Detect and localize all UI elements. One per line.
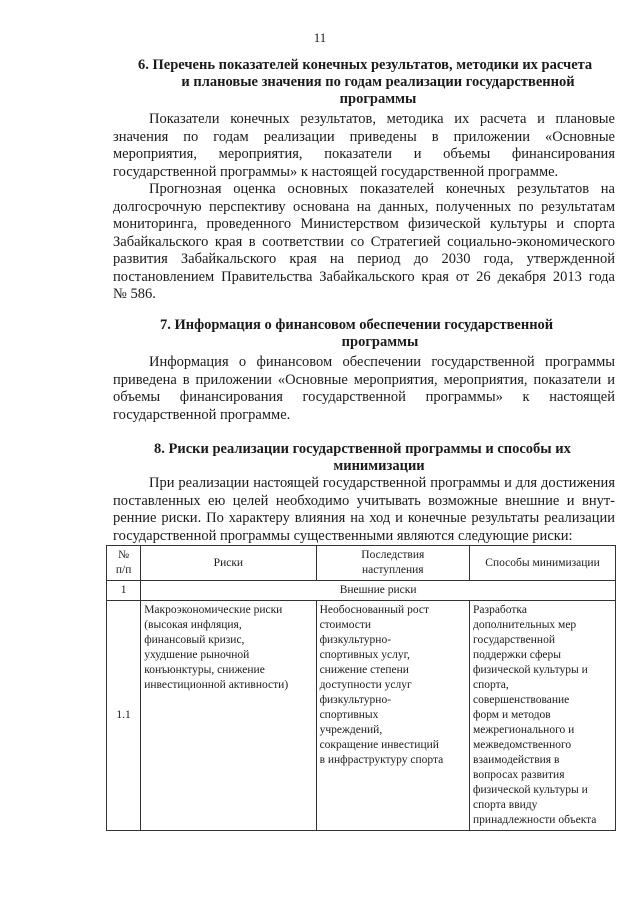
text-line: развития Забайкальского края на период до 2030 года, утвержденной	[113, 251, 615, 267]
section-8-paragraph-1	[113, 475, 615, 545]
text-line: поставленных ею целей необходимо учитывать возможные внешние и внут-	[113, 492, 615, 509]
text-line: приведена в приложении «Основные мероприятия, мероприятия, показатели и	[113, 371, 615, 388]
heading-line: программы	[339, 91, 417, 107]
text-line: государственной программы» к настоящей государственной программе.	[113, 163, 559, 180]
section-6-paragraph-1	[113, 111, 615, 181]
heading-line: программы	[341, 334, 419, 350]
text-line: мероприятия, мероприятия, показатели и объемы финансирования	[113, 146, 615, 162]
section-7-paragraph-1	[113, 354, 615, 424]
heading-line: 7. Информация о финансовом обеспечении государственной	[160, 317, 554, 333]
text-line: объемы финансирования государственной программы» к настоящей	[113, 389, 615, 405]
heading-line: 8. Риски реализации государственной программы и способы их	[154, 441, 571, 457]
text-line: государственной программы существенными являются следующие риски:	[113, 527, 573, 544]
header-risks: Риски	[141, 546, 316, 581]
heading-line: 6. Перечень показателей конечных результатов, методики их расчета	[138, 57, 593, 73]
row-consequences: Необоснованный рост стоимости физкультурно- спортивных услуг, снижение степени доступности услуг физкультурно- спортивных учреждений, сокращение инвестиций в инфраструктуру спорта	[316, 601, 469, 831]
text-line: № 586.	[113, 286, 156, 302]
text-line: ренние риски. По характеру влияния на ход и конечные результаты реализации	[113, 510, 615, 526]
row-methods: Разработка дополнительных мер государственной поддержки сферы физической культуры и спорта, совершенствование форм и методов межрегионального и межведомственного взаимодействия в вопросах развития физической культуры и спорта ввиду принадлежности объекта	[470, 601, 616, 831]
section-6-paragraph-2	[113, 181, 615, 304]
page-number: 11	[313, 30, 327, 45]
text-line: Прогнозная оценка основных показателей конечных результатов на	[149, 181, 615, 197]
text-line: Информация о финансовом обеспечении государственной программы	[149, 354, 615, 370]
heading-line: и плановые значения по годам реализации государственной	[181, 74, 575, 90]
text-line: долгосрочную перспективу основана на данных, полученных по результатам	[113, 198, 615, 215]
risks-table	[106, 545, 616, 831]
text-line: постановлением Правительства Забайкальского края от 26 декабря 2013 года	[113, 268, 615, 285]
table-group-row	[107, 581, 616, 601]
table-row	[107, 601, 616, 831]
section-6-heading	[138, 57, 618, 108]
heading-line: минимизации	[333, 458, 425, 474]
text-line: Забайкальского края в соответствии со Стратегией социально-экономического	[113, 233, 615, 250]
section-8-heading	[154, 441, 604, 475]
table-header-row	[107, 546, 616, 581]
row-num: 1.1	[107, 601, 141, 831]
header-methods: Способы минимизации	[470, 546, 616, 581]
text-line: мониторинга, проведенного Министерством физической культуры и спорта	[113, 216, 615, 232]
group-title: Внешние риски	[141, 581, 616, 601]
text-line: государственной программе.	[113, 406, 291, 423]
row-risk: Макроэкономические риски (высокая инфляция, финансовый кризис, ухудшение рыночной конъюнктуры, снижение инвестиционной активности)	[141, 601, 316, 831]
section-7-heading	[160, 317, 600, 351]
header-consequences: Последствия наступления	[316, 546, 469, 581]
group-num: 1	[107, 581, 141, 601]
header-num: № п/п	[107, 546, 141, 581]
text-line: При реализации настоящей государственной программы и для достижения	[149, 475, 615, 491]
text-line: Показатели конечных результатов, методика их расчета и плановые	[149, 111, 615, 127]
text-line: значения по годам реализации приведены в приложении «Основные	[113, 128, 615, 145]
